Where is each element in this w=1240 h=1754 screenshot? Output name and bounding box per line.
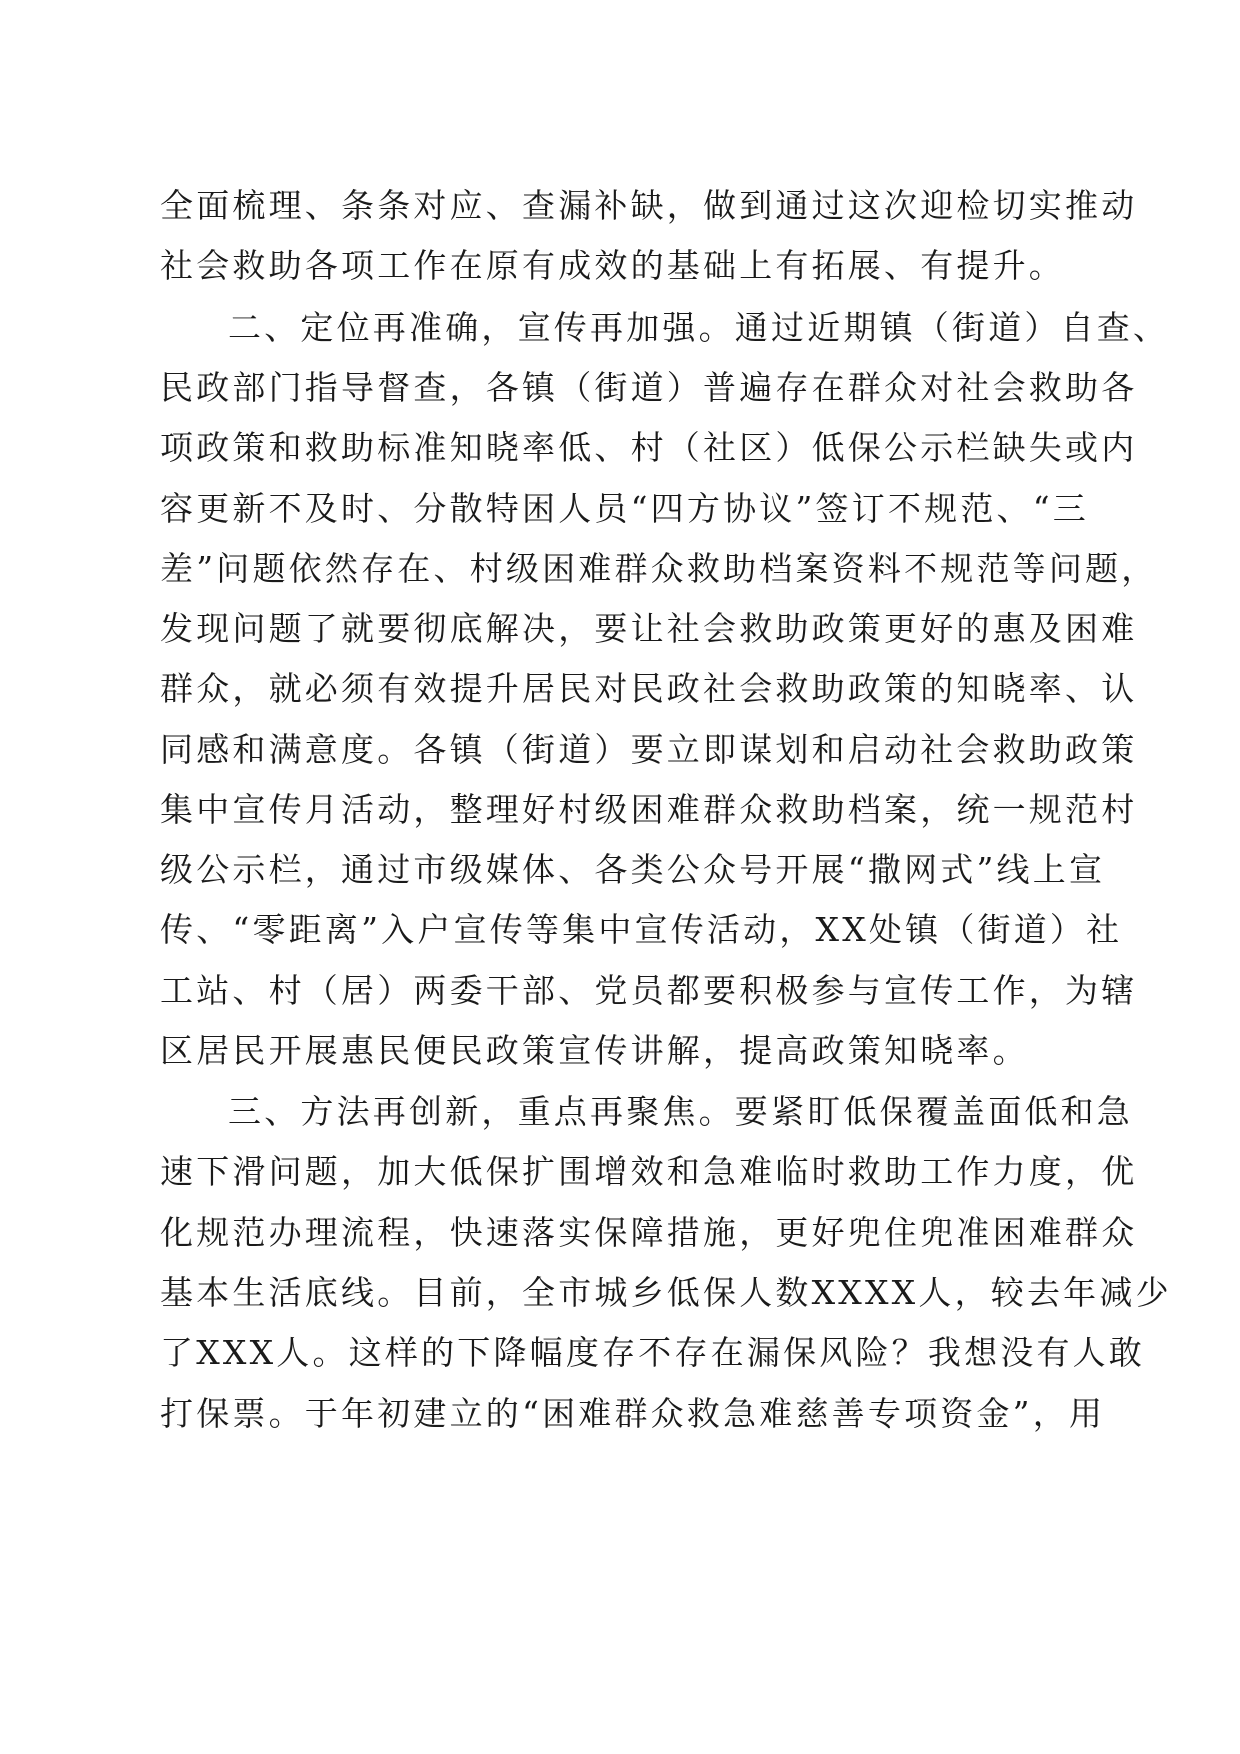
text-line-14: 工站、村（居）两委干部、党员都要积极参与宣传工作，为辖	[160, 971, 1138, 1010]
text-line-9: 群众，就必须有效提升居民对民政社会救助政策的知晓率、认	[160, 669, 1138, 708]
text-line-15: 区居民开展惠民便民政策宣传讲解，提高政策知晓率。	[160, 1031, 1029, 1070]
text-line-21: 打保票。于年初建立的“困难群众救急难慈善专项资金”，用	[160, 1394, 1106, 1433]
text-line-4: 民政部门指导督查，各镇（街道）普遍存在群众对社会救助各	[160, 368, 1138, 407]
text-line-17: 速下滑问题，加大低保扩围增效和急难临时救助工作力度，优	[160, 1152, 1138, 1191]
text-line-18: 化规范办理流程，快速落实保障措施，更好兜住兜准困难群众	[160, 1213, 1138, 1252]
text-line-13: 传、“零距离”入户宣传等集中宣传活动，XX处镇（街道）社	[160, 910, 1123, 949]
text-line-19: 基本生活底线。目前，全市城乡低保人数XXXX人，较去年减少	[160, 1273, 1172, 1312]
text-line-7: 差”问题依然存在、村级困难群众救助档案资料不规范等问题，	[160, 549, 1158, 588]
text-line-6: 容更新不及时、分散特困人员“四方协议”签订不规范、“三	[160, 489, 1090, 528]
text-line-10: 同感和满意度。各镇（街道）要立即谋划和启动社会救助政策	[160, 730, 1138, 769]
text-line-2: 社会救助各项工作在原有成效的基础上有拓展、有提升。	[160, 246, 1065, 285]
text-line-1: 全面梳理、条条对应、查漏补缺，做到通过这次迎检切实推动	[160, 186, 1138, 225]
text-line-20: 了XXX人。这样的下降幅度存不存在漏保风险？我想没有人敢	[160, 1333, 1146, 1372]
text-line-11: 集中宣传月活动，整理好村级困难群众救助档案，统一规范村	[160, 790, 1138, 829]
paragraph-three-heading-line: 三、方法再创新，重点再聚焦。要紧盯低保覆盖面低和急	[228, 1092, 1133, 1131]
text-line-8: 发现问题了就要彻底解决，要让社会救助政策更好的惠及困难	[160, 609, 1138, 648]
text-line-5: 项政策和救助标准知晓率低、村（社区）低保公示栏缺失或内	[160, 428, 1138, 467]
paragraph-two-heading-line: 二、定位再准确，宣传再加强。通过近期镇（街道）自查、	[228, 308, 1170, 347]
text-line-12: 级公示栏，通过市级媒体、各类公众号开展“撒网式”线上宣	[160, 850, 1106, 889]
